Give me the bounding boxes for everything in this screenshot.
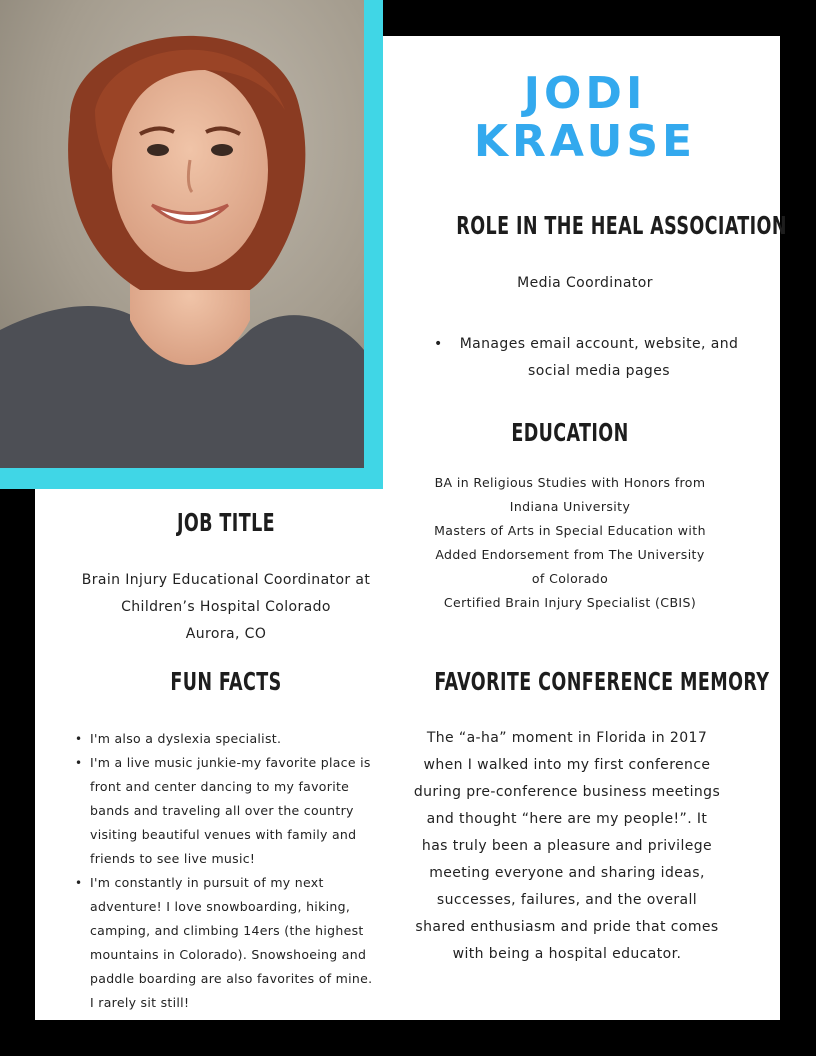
bullet-dot-icon: •: [75, 876, 83, 890]
fun-fact-text: I'm a live music junkie-my favorite place is front and center dancing to my favorite bands and traveling all over the country visiting beautiful venues with family and friends to see live music!: [90, 755, 371, 866]
education-line: BA in Religious Studies with Honors from: [434, 475, 706, 490]
role-bullet-item: Manages email account, website, and social media pages: [459, 336, 739, 379]
first-name: JODI: [523, 68, 647, 119]
profile-photo: [0, 0, 364, 468]
fun-fact-item: [74, 751, 379, 871]
fun-facts-heading: FUN FACTS: [170, 667, 282, 696]
job-title-line: Brain Injury Educational Coordinator at: [81, 572, 371, 588]
role-bullet-list: [430, 331, 740, 385]
education-line: Indiana University: [509, 499, 631, 514]
memory-heading: FAVORITE CONFERENCE MEMORY: [434, 667, 770, 696]
memory-text: The “a-ha” moment in Florida in 2017 when I walked into my first conference during pre-conference business meetings and thought “here are my people!”. It has truly been a pleasure and privilege meeting everyone and sharing ideas, successes, failures, and the overall shared enthusiasm and pride that comes with being a hospital educator.: [413, 730, 721, 962]
fun-fact-text: I'm constantly in pursuit of my next adventure! I love snowboarding, hiking, camping, and climbing 14ers (the highest mountains in Colorado). Snowshoeing and paddle boarding are also favorites of mine. I rarely sit still!: [90, 875, 373, 1010]
education-text: [420, 471, 720, 615]
fun-facts-list: [74, 727, 379, 1015]
fun-fact-text: I'm also a dyslexia specialist.: [90, 731, 282, 746]
job-title-line: Aurora, CO: [185, 626, 267, 642]
bullet-dot-icon: •: [434, 336, 443, 352]
bullet-dot-icon: •: [75, 756, 83, 770]
role-heading: ROLE IN THE HEAL ASSOCIATION: [456, 211, 787, 240]
bullet-dot-icon: •: [75, 732, 83, 746]
education-line: Certified Brain Injury Specialist (CBIS): [443, 595, 697, 610]
job-title-heading: JOB TITLE: [176, 508, 276, 537]
role-title: Media Coordinator: [517, 275, 653, 291]
fun-fact-item: [74, 727, 379, 751]
education-line: Masters of Arts in Special Education with: [434, 523, 706, 538]
person-name: [435, 70, 735, 166]
education-line: of Colorado: [531, 571, 609, 586]
fun-fact-item: [74, 871, 379, 1015]
education-heading: EDUCATION: [511, 418, 629, 447]
education-line: Added Endorsement from The University: [435, 547, 705, 562]
job-title-text: [66, 567, 386, 648]
job-title-line: Children’s Hospital Colorado: [121, 599, 331, 615]
last-name: KRAUSE: [473, 116, 697, 167]
